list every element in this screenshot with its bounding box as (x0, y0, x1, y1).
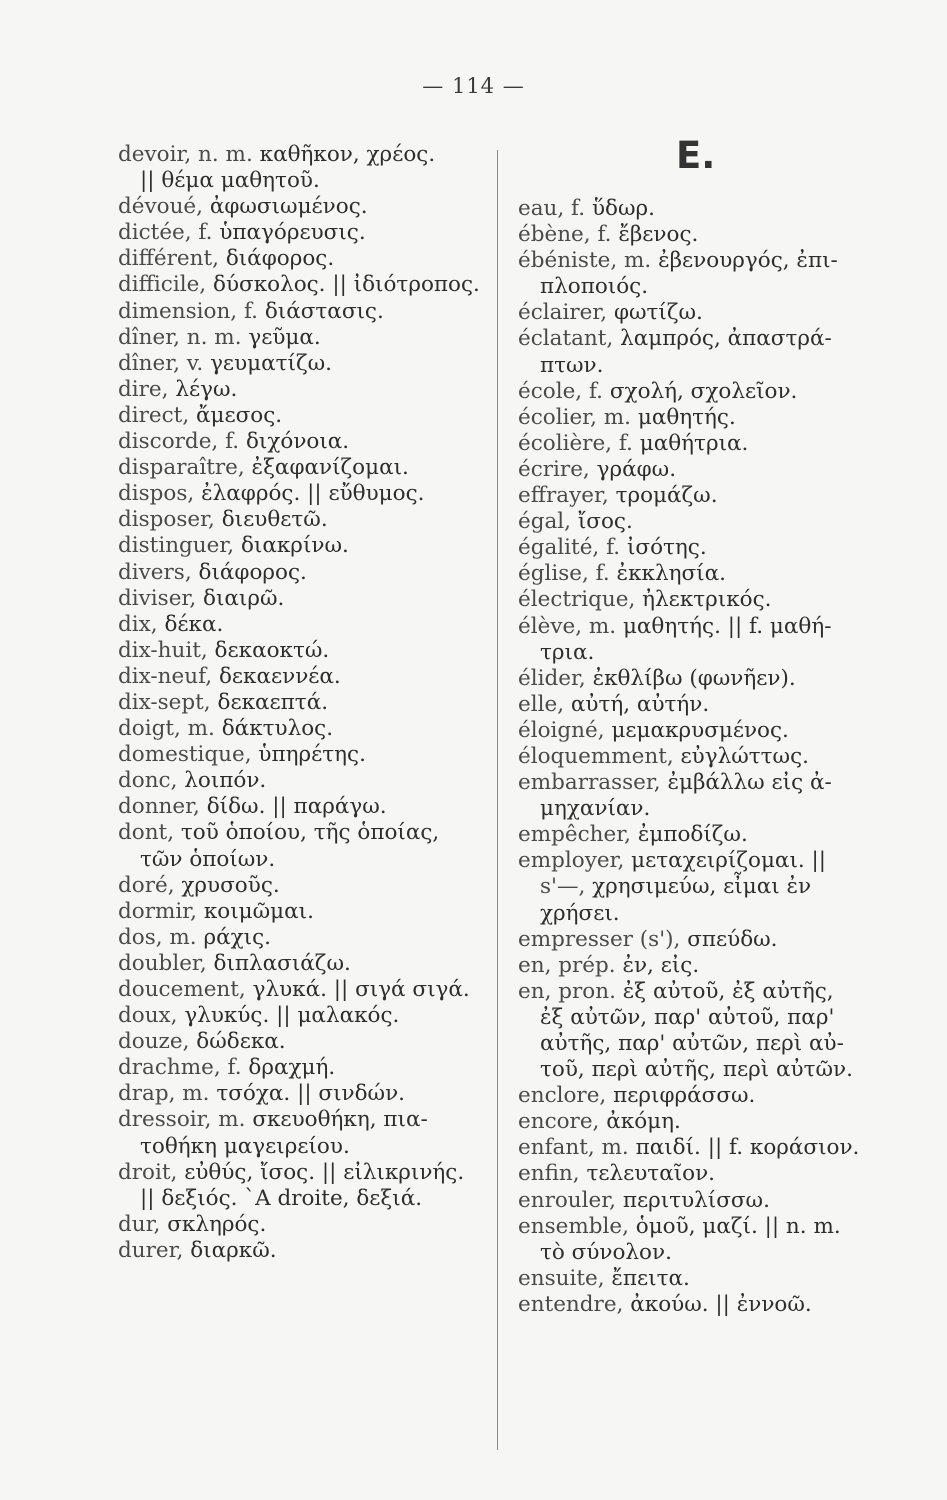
french-headword: dévoué, (118, 194, 203, 220)
greek-translation: λέγω. (175, 376, 238, 402)
french-headword: éloquemment, (518, 743, 674, 769)
greek-translation: ἐκθλίβω (φωνῆεν). (592, 665, 796, 691)
right-column (518, 196, 888, 1318)
dictionary-entry (118, 481, 496, 507)
french-headword: devoir, n. m. (118, 142, 253, 167)
dictionary-entry (118, 1055, 496, 1081)
french-headword: égal, (518, 509, 572, 535)
french-headword: dire, (118, 376, 169, 402)
dictionary-entry (518, 326, 888, 352)
dictionary-entry (518, 300, 888, 326)
dictionary-entry (518, 744, 888, 770)
greek-translation: ἄμεσος. (196, 402, 283, 428)
greek-translation: μεμακρυσμένος. (611, 717, 789, 743)
greek-translation: || δεξιός. `A droite, δεξιά. (140, 1185, 423, 1211)
dictionary-entry (518, 222, 888, 248)
greek-translation: εὐθύς, ἴσος. || εἰλικρινής. (184, 1159, 465, 1185)
dictionary-entry (518, 1031, 888, 1057)
french-headword: dormir, (118, 898, 197, 924)
dictionary-entry (518, 848, 888, 874)
french-headword: dimension, f. (118, 298, 258, 324)
greek-translation: ἠλεκτρικός. (642, 587, 772, 613)
dictionary-entry (118, 403, 496, 429)
french-headword: disparaître, (118, 455, 245, 481)
greek-translation: δραχμή. (248, 1055, 336, 1081)
french-headword: donner, (118, 794, 200, 820)
greek-translation: ἀκόμη. (606, 1109, 681, 1135)
french-headword: enclore, (518, 1083, 607, 1109)
dictionary-entry (118, 794, 496, 820)
greek-translation: δάκτυλος. (221, 716, 334, 742)
greek-translation: χρυσοῦς. (181, 872, 280, 898)
dictionary-entry (518, 614, 888, 640)
greek-translation: μαθητής. || f. μαθή- (622, 613, 832, 639)
french-headword: diviser, (118, 585, 197, 611)
greek-translation: τσόχα. || σινδών. (216, 1081, 405, 1107)
french-headword: empresser (s'), (518, 926, 681, 952)
french-headword: ébène, f. (518, 222, 612, 248)
dictionary-entry (518, 274, 888, 300)
dictionary-entry (118, 873, 496, 899)
french-headword: dix, (118, 611, 158, 637)
french-headword: donc, (118, 768, 178, 794)
greek-translation: ἐμποδίζω. (637, 822, 748, 848)
french-headword: doux, (118, 1003, 178, 1029)
greek-translation: δώδεκα. (196, 1029, 286, 1055)
dictionary-entry (118, 951, 496, 977)
greek-translation: ὕδωρ. (591, 196, 655, 221)
dictionary-entry (518, 927, 888, 953)
french-headword: empêcher, (518, 822, 631, 848)
french-headword: distinguer, (118, 533, 235, 559)
greek-translation: ἐξαφανίζομαι. (251, 455, 409, 481)
dictionary-entry (118, 925, 496, 951)
greek-translation: τοθήκη μαγειρείου. (140, 1133, 350, 1159)
dictionary-entry (118, 847, 496, 873)
greek-translation: λαμπρός, ἀπαστρά- (620, 326, 832, 352)
greek-translation: ἔπειτα. (611, 1265, 690, 1291)
french-headword: domestique, (118, 742, 252, 768)
french-headword: enfin, (518, 1161, 580, 1187)
french-headword: difficile, (118, 272, 207, 298)
french-headword: embarrasser, (518, 770, 661, 796)
greek-translation: γλυκά. || σιγά σιγά. (252, 977, 470, 1002)
greek-translation: διχόνοια. (245, 429, 350, 455)
dictionary-entry (518, 1109, 888, 1135)
greek-translation: διάφορος. (198, 559, 307, 585)
french-headword: école, f. (518, 378, 604, 404)
french-headword: dictée, f. (118, 220, 213, 246)
greek-translation: δεκαεννέα. (218, 663, 341, 689)
greek-translation: διακρίνω. (240, 533, 349, 559)
greek-translation: ἐν, εἰς. (622, 952, 700, 978)
french-headword: dont, (118, 820, 175, 846)
french-headword: durer, (118, 1237, 184, 1263)
greek-translation: μαθήτρια. (639, 430, 749, 456)
greek-translation: σκευοθήκη, πια- (252, 1107, 428, 1133)
dictionary-entry (518, 1135, 888, 1161)
greek-translation: μεταχειρίζομαι. || (631, 848, 827, 874)
greek-translation: πλοποιός. (540, 274, 649, 300)
greek-translation: ὁμοῦ, μαζί. || n. m. (635, 1213, 841, 1239)
greek-translation: ἐλαφρός. || εὔθυμος. (201, 481, 425, 507)
column-divider (497, 150, 498, 1450)
greek-translation: πτων. (540, 352, 604, 378)
dictionary-entry (118, 1003, 496, 1029)
french-headword: en, pron. (518, 978, 616, 1004)
dictionary-entry (518, 1083, 888, 1109)
dictionary-entry (518, 379, 888, 405)
greek-translation: ἐκκλησία. (616, 561, 726, 587)
dictionary-entry (118, 768, 496, 794)
greek-translation: διαρκῶ. (190, 1237, 277, 1263)
dictionary-entry (118, 664, 496, 690)
french-headword: s'—, (540, 874, 586, 900)
french-headword: direct, (118, 402, 190, 428)
dictionary-entry (518, 1240, 888, 1266)
french-headword: élève, m. (518, 613, 617, 639)
dictionary-entry (518, 353, 888, 379)
french-headword: elle, (518, 691, 565, 717)
dictionary-entry (518, 1005, 888, 1031)
greek-translation: τελευταῖον. (586, 1161, 715, 1187)
dictionary-entry (118, 820, 496, 846)
greek-translation: αὐτῆς, παρ' αὐτῶν, περὶ αὐ- (540, 1031, 844, 1056)
dictionary-entry (118, 142, 496, 168)
greek-translation: χρησιμεύω, εἶμαι ἐν (592, 874, 812, 900)
dictionary-entry (118, 194, 496, 220)
dictionary-entry (518, 248, 888, 274)
greek-translation: μαθητής. (637, 404, 736, 430)
greek-translation: λοιπόν. (184, 768, 267, 794)
french-headword: doigt, m. (118, 716, 215, 742)
greek-translation: σχολή, σχολεῖον. (609, 378, 798, 404)
greek-translation: ἐξ αὐτοῦ, ἐξ αὐτῆς, (622, 978, 834, 1004)
greek-translation: περιτυλίσσω. (622, 1187, 770, 1213)
greek-translation: κοιμῶμαι. (203, 898, 314, 924)
dictionary-entry (118, 742, 496, 768)
french-headword: doucement, (118, 977, 246, 1002)
french-headword: égalité, f. (518, 535, 621, 561)
greek-translation: παιδί. || f. κοράσιον. (635, 1135, 860, 1161)
french-headword: dur, (118, 1211, 161, 1237)
greek-translation: διάφορος. (225, 246, 335, 272)
french-headword: doré, (118, 872, 175, 898)
greek-translation: δεκαοκτώ. (214, 637, 330, 663)
greek-translation: δύσκολος. || ἰδιότροπος. (213, 272, 480, 298)
dictionary-entry (518, 1161, 888, 1187)
french-headword: dos, m. (118, 924, 197, 950)
french-headword: ensuite, (518, 1265, 605, 1291)
dictionary-entry (118, 638, 496, 664)
greek-translation: γευματίζω. (210, 350, 332, 376)
dictionary-entry (118, 1212, 496, 1238)
dictionary-entry (118, 168, 496, 194)
left-column (118, 142, 496, 1264)
greek-translation: διαιρῶ. (203, 585, 285, 611)
french-headword: dîner, n. m. (118, 324, 242, 350)
dictionary-entry (518, 1188, 888, 1214)
greek-translation: ἐβενουργός, ἐπι- (658, 248, 838, 274)
greek-translation: μηχανίαν. (540, 796, 651, 822)
dictionary-entry (118, 690, 496, 716)
dictionary-entry (518, 196, 888, 222)
greek-translation: τοῦ, περὶ αὐτῆς, περὶ αὐτῶν. (540, 1057, 853, 1083)
dictionary-entry (118, 507, 496, 533)
dictionary-entry (118, 899, 496, 925)
greek-translation: ἴσος. (577, 509, 633, 535)
dictionary-entry (118, 299, 496, 325)
greek-translation: τῶν ὁποίων. (140, 846, 276, 872)
dictionary-entry (518, 640, 888, 666)
french-headword: en, prép. (518, 952, 616, 978)
dictionary-entry (518, 718, 888, 744)
dictionary-entry (118, 351, 496, 377)
greek-translation: ἔβενος. (618, 222, 699, 248)
page-number: — 114 — (422, 74, 525, 98)
french-headword: discorde, f. (118, 429, 240, 455)
dictionary-entry (118, 220, 496, 246)
greek-translation: δέκα. (164, 611, 224, 637)
dictionary-entry (118, 1081, 496, 1107)
dictionary-entry (518, 666, 888, 692)
greek-translation: διάστασις. (264, 298, 384, 324)
greek-translation: γλυκύς. || μαλακός. (184, 1003, 400, 1029)
french-headword: disposer, (118, 507, 215, 533)
french-headword: enrouler, (518, 1187, 616, 1213)
greek-translation: || θέμα μαθητοῦ. (140, 168, 320, 194)
dictionary-entry (518, 692, 888, 718)
dictionary-entry (518, 1057, 888, 1083)
french-headword: ébéniste, m. (518, 248, 652, 274)
french-headword: douze, (118, 1029, 190, 1055)
dictionary-entry (118, 1107, 496, 1133)
french-headword: entendre, (518, 1291, 624, 1317)
french-headword: église, f. (518, 561, 610, 587)
greek-translation: ἀκούω. || ἐννοῶ. (630, 1291, 812, 1317)
dictionary-entry (118, 1029, 496, 1055)
french-headword: écolière, f. (518, 430, 633, 456)
french-headword: divers, (118, 559, 192, 585)
greek-translation: χρήσει. (540, 900, 620, 926)
french-headword: éclatant, (518, 326, 614, 352)
greek-translation: ἀφωσιωμένος. (209, 194, 368, 220)
dictionary-entry (518, 587, 888, 613)
dictionary-entry (118, 533, 496, 559)
dictionary-entry (118, 716, 496, 742)
dictionary-entry (118, 1134, 496, 1160)
greek-translation: ὑπηρέτης. (258, 742, 366, 768)
dictionary-entry (118, 429, 496, 455)
greek-translation: ἰσότης. (626, 535, 707, 561)
dictionary-entry (518, 1214, 888, 1240)
dictionary-entry (518, 457, 888, 483)
greek-translation: διπλασιάζω. (213, 950, 351, 976)
dictionary-entry (118, 455, 496, 481)
french-headword: dix-neuf, (118, 663, 213, 689)
greek-translation: ράχις. (203, 924, 271, 950)
dictionary-entry (518, 822, 888, 848)
greek-translation: καθῆκον, χρέος. (259, 142, 436, 167)
greek-translation: φωτίζω. (613, 300, 703, 326)
dictionary-entry (518, 1292, 888, 1318)
dictionary-entry (118, 325, 496, 351)
dictionary-entry (518, 431, 888, 457)
dictionary-entry (518, 901, 888, 927)
french-headword: écrire, (518, 456, 590, 482)
french-headword: dîner, v. (118, 350, 204, 376)
greek-translation: αὐτή, αὐτήν. (570, 691, 710, 717)
french-headword: élider, (518, 665, 586, 691)
french-headword: drap, m. (118, 1081, 210, 1107)
dictionary-entry (118, 272, 496, 298)
french-headword: dix-huit, (118, 637, 208, 663)
greek-translation: περιφράσσω. (613, 1083, 756, 1109)
french-headword: dressoir, m. (118, 1107, 246, 1133)
greek-translation: διευθετῶ. (221, 507, 328, 533)
dictionary-entry (518, 561, 888, 587)
greek-translation: σκληρός. (167, 1211, 267, 1237)
french-headword: drachme, f. (118, 1055, 242, 1081)
dictionary-entry (118, 246, 496, 272)
french-headword: électrique, (518, 587, 636, 613)
french-headword: doubler, (118, 950, 207, 976)
french-headword: éloigné, (518, 717, 605, 743)
french-headword: écolier, m. (518, 404, 631, 430)
dictionary-entry (518, 874, 888, 900)
greek-translation: ἐμβάλλω εἰς ἀ- (667, 770, 832, 796)
french-headword: enfant, m. (518, 1135, 629, 1161)
greek-translation: δίδω. || παράγω. (206, 794, 387, 820)
french-headword: ensemble, (518, 1213, 629, 1239)
greek-translation: γεῦμα. (248, 324, 321, 350)
french-headword: dix-sept, (118, 689, 211, 715)
greek-translation: ἐξ αὐτῶν, παρ' αὐτοῦ, παρ' (540, 1004, 835, 1030)
dictionary-entry (118, 377, 496, 403)
french-headword: dispos, (118, 481, 195, 507)
greek-translation: τὸ σύνολον. (540, 1239, 672, 1265)
greek-translation: ὑπαγόρευσις. (219, 220, 366, 246)
dictionary-entry (118, 586, 496, 612)
dictionary-entry (118, 1186, 496, 1212)
french-headword: encore, (518, 1109, 600, 1135)
dictionary-entry (518, 770, 888, 796)
dictionary-entry (518, 953, 888, 979)
dictionary-entry (518, 509, 888, 535)
french-headword: effrayer, (518, 483, 609, 509)
dictionary-entry (118, 977, 496, 1003)
greek-translation: εὐγλώττως. (680, 743, 809, 769)
french-headword: eau, f. (518, 196, 586, 221)
dictionary-entry (518, 535, 888, 561)
dictionary-entry (518, 1266, 888, 1292)
french-headword: employer, (518, 848, 625, 874)
greek-translation: τρια. (540, 639, 595, 665)
greek-translation: δεκαεπτά. (217, 689, 329, 715)
dictionary-entry (518, 796, 888, 822)
greek-translation: σπεύδω. (687, 926, 778, 952)
dictionary-entry (118, 1238, 496, 1264)
greek-translation: τοῦ ὁποίου, τῆς ὁποίας, (180, 820, 440, 846)
section-letter-heading: E. (676, 134, 716, 177)
dictionary-entry (118, 612, 496, 638)
dictionary-entry (518, 405, 888, 431)
french-headword: droit, (118, 1159, 178, 1185)
greek-translation: τρομάζω. (615, 483, 718, 509)
french-headword: éclairer, (518, 300, 608, 326)
french-headword: différent, (118, 246, 219, 272)
dictionary-entry (518, 483, 888, 509)
dictionary-entry (518, 979, 888, 1005)
dictionary-entry (118, 1160, 496, 1186)
greek-translation: γράφω. (596, 456, 677, 482)
dictionary-entry (118, 560, 496, 586)
